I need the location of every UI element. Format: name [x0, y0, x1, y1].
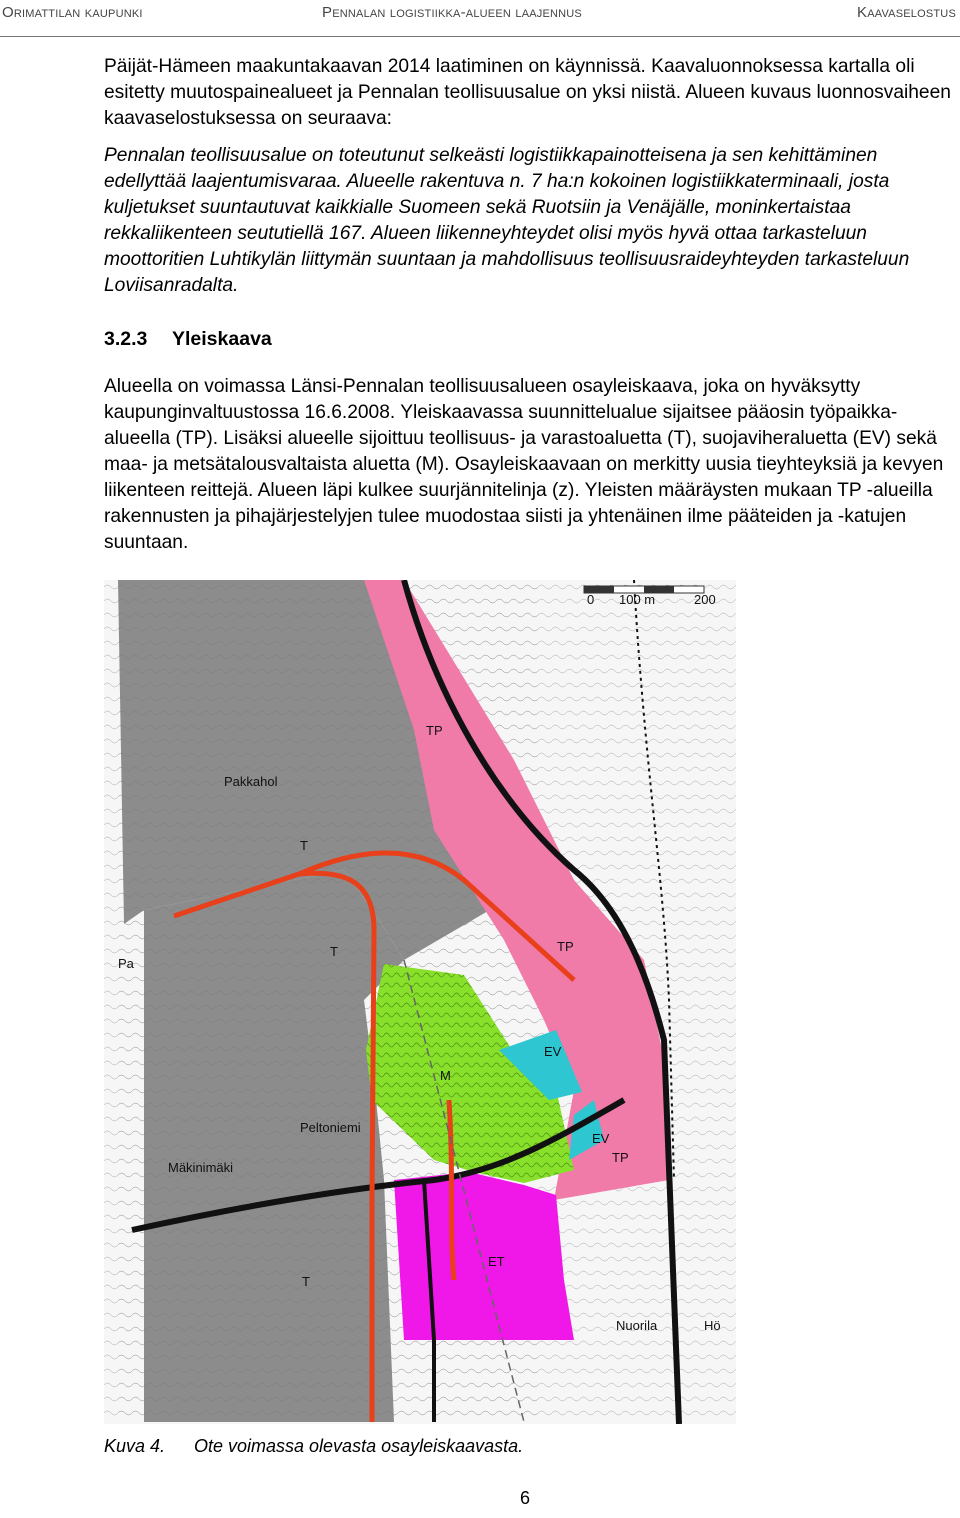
caption-label: Kuva 4. [104, 1436, 166, 1456]
scale-label: 100 m [619, 592, 656, 607]
label-t-2: T [330, 944, 338, 959]
intro-paragraph: Päijät-Hämeen maakuntakaavan 2014 laatiminen on käynnissä. Kaavaluonnoksessa kartalla oli esitetty muutospainealueet ja Pennalan teollisuusalue on yksi niistä. Alueen kuvaus luonnosvaiheen kaavaselostuksessa on seuraava: [104, 56, 951, 129]
scale-end: 200 [694, 592, 716, 607]
zone-et-technical [394, 1172, 574, 1340]
page-number: 6 [520, 1488, 531, 1508]
place-label-2: Peltoniemi [300, 1120, 361, 1135]
label-t-3: T [302, 1274, 310, 1289]
label-tp-2: TP [557, 939, 574, 954]
section-number: 3.2.3 [104, 328, 148, 350]
scale-zero: 0 [587, 592, 595, 607]
figure-caption [104, 1436, 523, 1457]
label-ev-2: EV [592, 1131, 610, 1146]
place-label-4: Nuorila [616, 1318, 658, 1333]
section-title: Yleiskaava [172, 328, 272, 350]
label-t-1: T [300, 838, 308, 853]
section-heading [104, 328, 272, 351]
header-document-type: Kaavaselostus [856, 4, 956, 21]
label-ev-1: EV [544, 1044, 562, 1059]
body-paragraph: Alueella on voimassa Länsi-Pennalan teollisuusalueen osayleiskaava, joka on hyväksytty kaupunginvaltuustossa 16.6.2008. Yleiskaavassa suunnittelualue sijaitsee pääosin työpaikka-alueella (TP). Lisäksi alueelle sijoittuu teollisuus- ja varastoaluetta (T), suojaviheraluetta (EV) sekä maa- ja metsätalousvaltaista aluetta (M). Osayleiskaavaan on merkitty uusia tieyhteyksiä ja kevyen liikenteen reittejä. Alueen läpi kulkee suurjännitelinja (z). Yleisten määräysten mukaan TP -alueilla rakennusten ja pihajärjestelyjen tulee muodostaa siisti ja yhtenäinen ilme pääteiden ja -katujen suuntaan. [104, 376, 944, 553]
caption-text: Ote voimassa olevasta osayleiskaavasta. [194, 1436, 524, 1456]
place-label-5: Hö [704, 1318, 721, 1333]
quoted-description: Pennalan teollisuusalue on toteutunut selkeästi logistiikkapainotteisena ja sen kehittäminen edellyttää laajentumisvaraa. Alueelle rakentuva n. 7 ha:n kokoinen logistiikkaterminaali, josta kuljetukset suuntautuvat kaikkialle Suomeen sekä Ruotsiin ja Venäjälle, moninkertaistaa rekkaliikenteen seututiellä 167. Alueen liikenneyhteydet olisi myös hyvä ottaa tarkasteluun moottoritien Luhtikylän liittymän suuntaan ja mahdollisuus teollisuusraideyhteyden tarkasteluun Loviisanradalta. [104, 145, 910, 296]
label-tp-1: TP [426, 723, 443, 738]
label-et: ET [488, 1254, 505, 1269]
place-label-3: Mäkinimäki [168, 1160, 234, 1175]
label-tp-3: TP [612, 1150, 629, 1165]
label-m: M [440, 1068, 451, 1083]
place-label-6: Pa [118, 956, 134, 971]
page-header [0, 0, 960, 40]
header-rule [0, 36, 960, 37]
place-label-1: Pakkahol [224, 774, 278, 789]
master-plan-map [104, 580, 736, 1424]
header-organization: Orimattilan kaupunki [2, 4, 143, 21]
header-project: Pennalan logistiikka-alueen laajennus [322, 4, 582, 21]
